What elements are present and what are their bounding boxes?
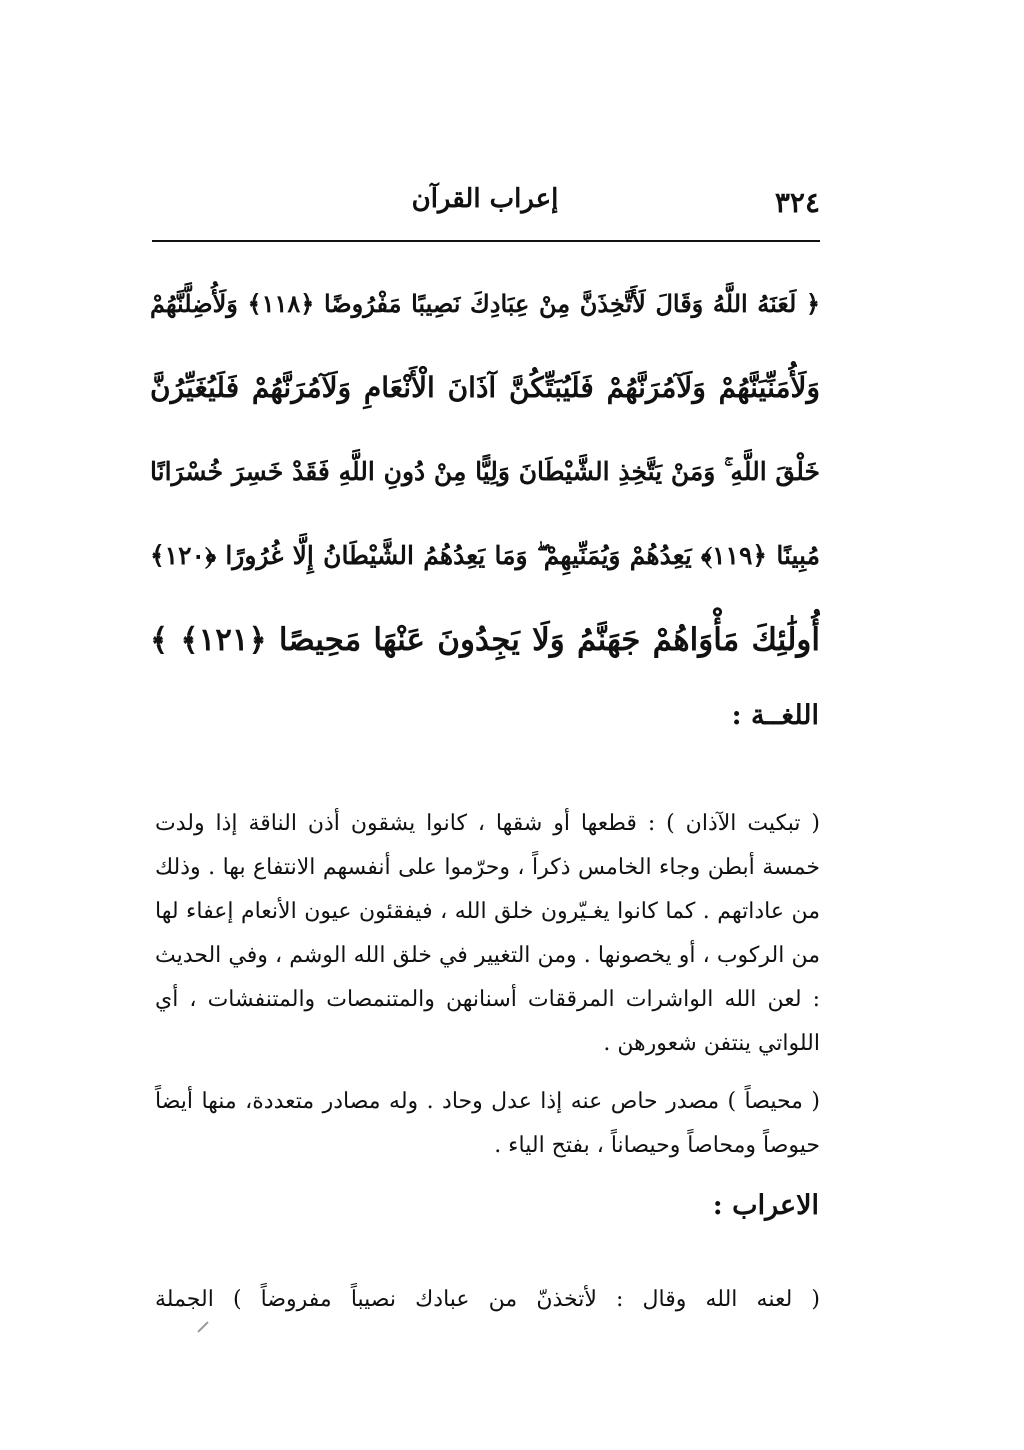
running-title: إعراب القرآن bbox=[411, 184, 559, 214]
verse-line: وَلَأُمَنِّيَنَّهُمْ وَلَآمُرَنَّهُمْ فَلَيُبَتِّكُنَّ آذَانَ الْأَنْعَامِ وَلَآمُرَنَّهُمْ فَلَيُغَيِّرُنَّ bbox=[150, 371, 820, 404]
quran-verses bbox=[150, 262, 820, 682]
lugha-heading: اللغــة : bbox=[731, 700, 819, 731]
verse-line: خَلْقَ اللَّهِ ۚ وَمَنْ يَتَّخِذِ الشَّيْطَانَ وَلِيًّا مِنْ دُونِ اللَّهِ فَقَدْ خَسِرَ خُسْرَانًا bbox=[150, 457, 820, 486]
header-rule bbox=[152, 240, 820, 242]
page-number: ٣٢٤ bbox=[774, 186, 820, 219]
lugha-paragraph: ( تبكيت الآذان ) : قطعها أو شقها ، كانوا يشقون أذن الناقة إذا ولدت خمسة أبطن وجاء الخامس ذكراً ، وحرّموا على أنفسهم الانتفاع بها . وذلك من عاداتهم . كما كانوا يغـيّرون خلق الله ، فيفقئون عيون الأنعام إعفاء لها من الركوب ، أو يخصونها . ومن التغيير في خلق الله الوشم ، وفي الحديث : لعن الله الواشرات المرققات أسنانهن والمتنمصات والمتنفشات ، أي اللواتي ينتفن شعورهن . bbox=[155, 811, 820, 1056]
lugha-paragraph: ( محيصاً ) مصدر حاص عنه إذا عدل وحاد . وله مصادر متعددة، منها أيضاً حيوصاً ومحاصاً وحيصاناً ، بفتح الياء . bbox=[155, 1089, 820, 1158]
page-header bbox=[150, 180, 820, 230]
verse-line: أُولَٰئِكَ مَأْوَاهُمْ جَهَنَّمُ وَلَا يَجِدُونَ عَنْهَا مَحِيصًا ﴿١٢١﴾ ﴾ bbox=[150, 622, 820, 658]
verse-line: مُبِينًا ﴿١١٩﴾ يَعِدُهُمْ وَيُمَنِّيهِمْ ۖ وَمَا يَعِدُهُمُ الشَّيْطَانُ إِلَّا غُرُورًا ﴿١٢٠﴾ bbox=[150, 541, 820, 570]
irab-heading: الاعراب : bbox=[712, 1190, 819, 1221]
verse-line: ﴿ لَعَنَهُ اللَّهُ وَقَالَ لَأَتَّخِذَنَّ مِنْ عِبَادِكَ نَصِيبًا مَفْرُوضًا ﴿١١٨﴾ وَلَأُضِلَّنَّهُمْ bbox=[150, 289, 820, 318]
scan-mark bbox=[197, 1321, 208, 1332]
irab-paragraph: ( لعنه الله وقال : لأتخذنّ من عبادك نصيباً مفروضاً ) الجملة bbox=[155, 1287, 820, 1312]
